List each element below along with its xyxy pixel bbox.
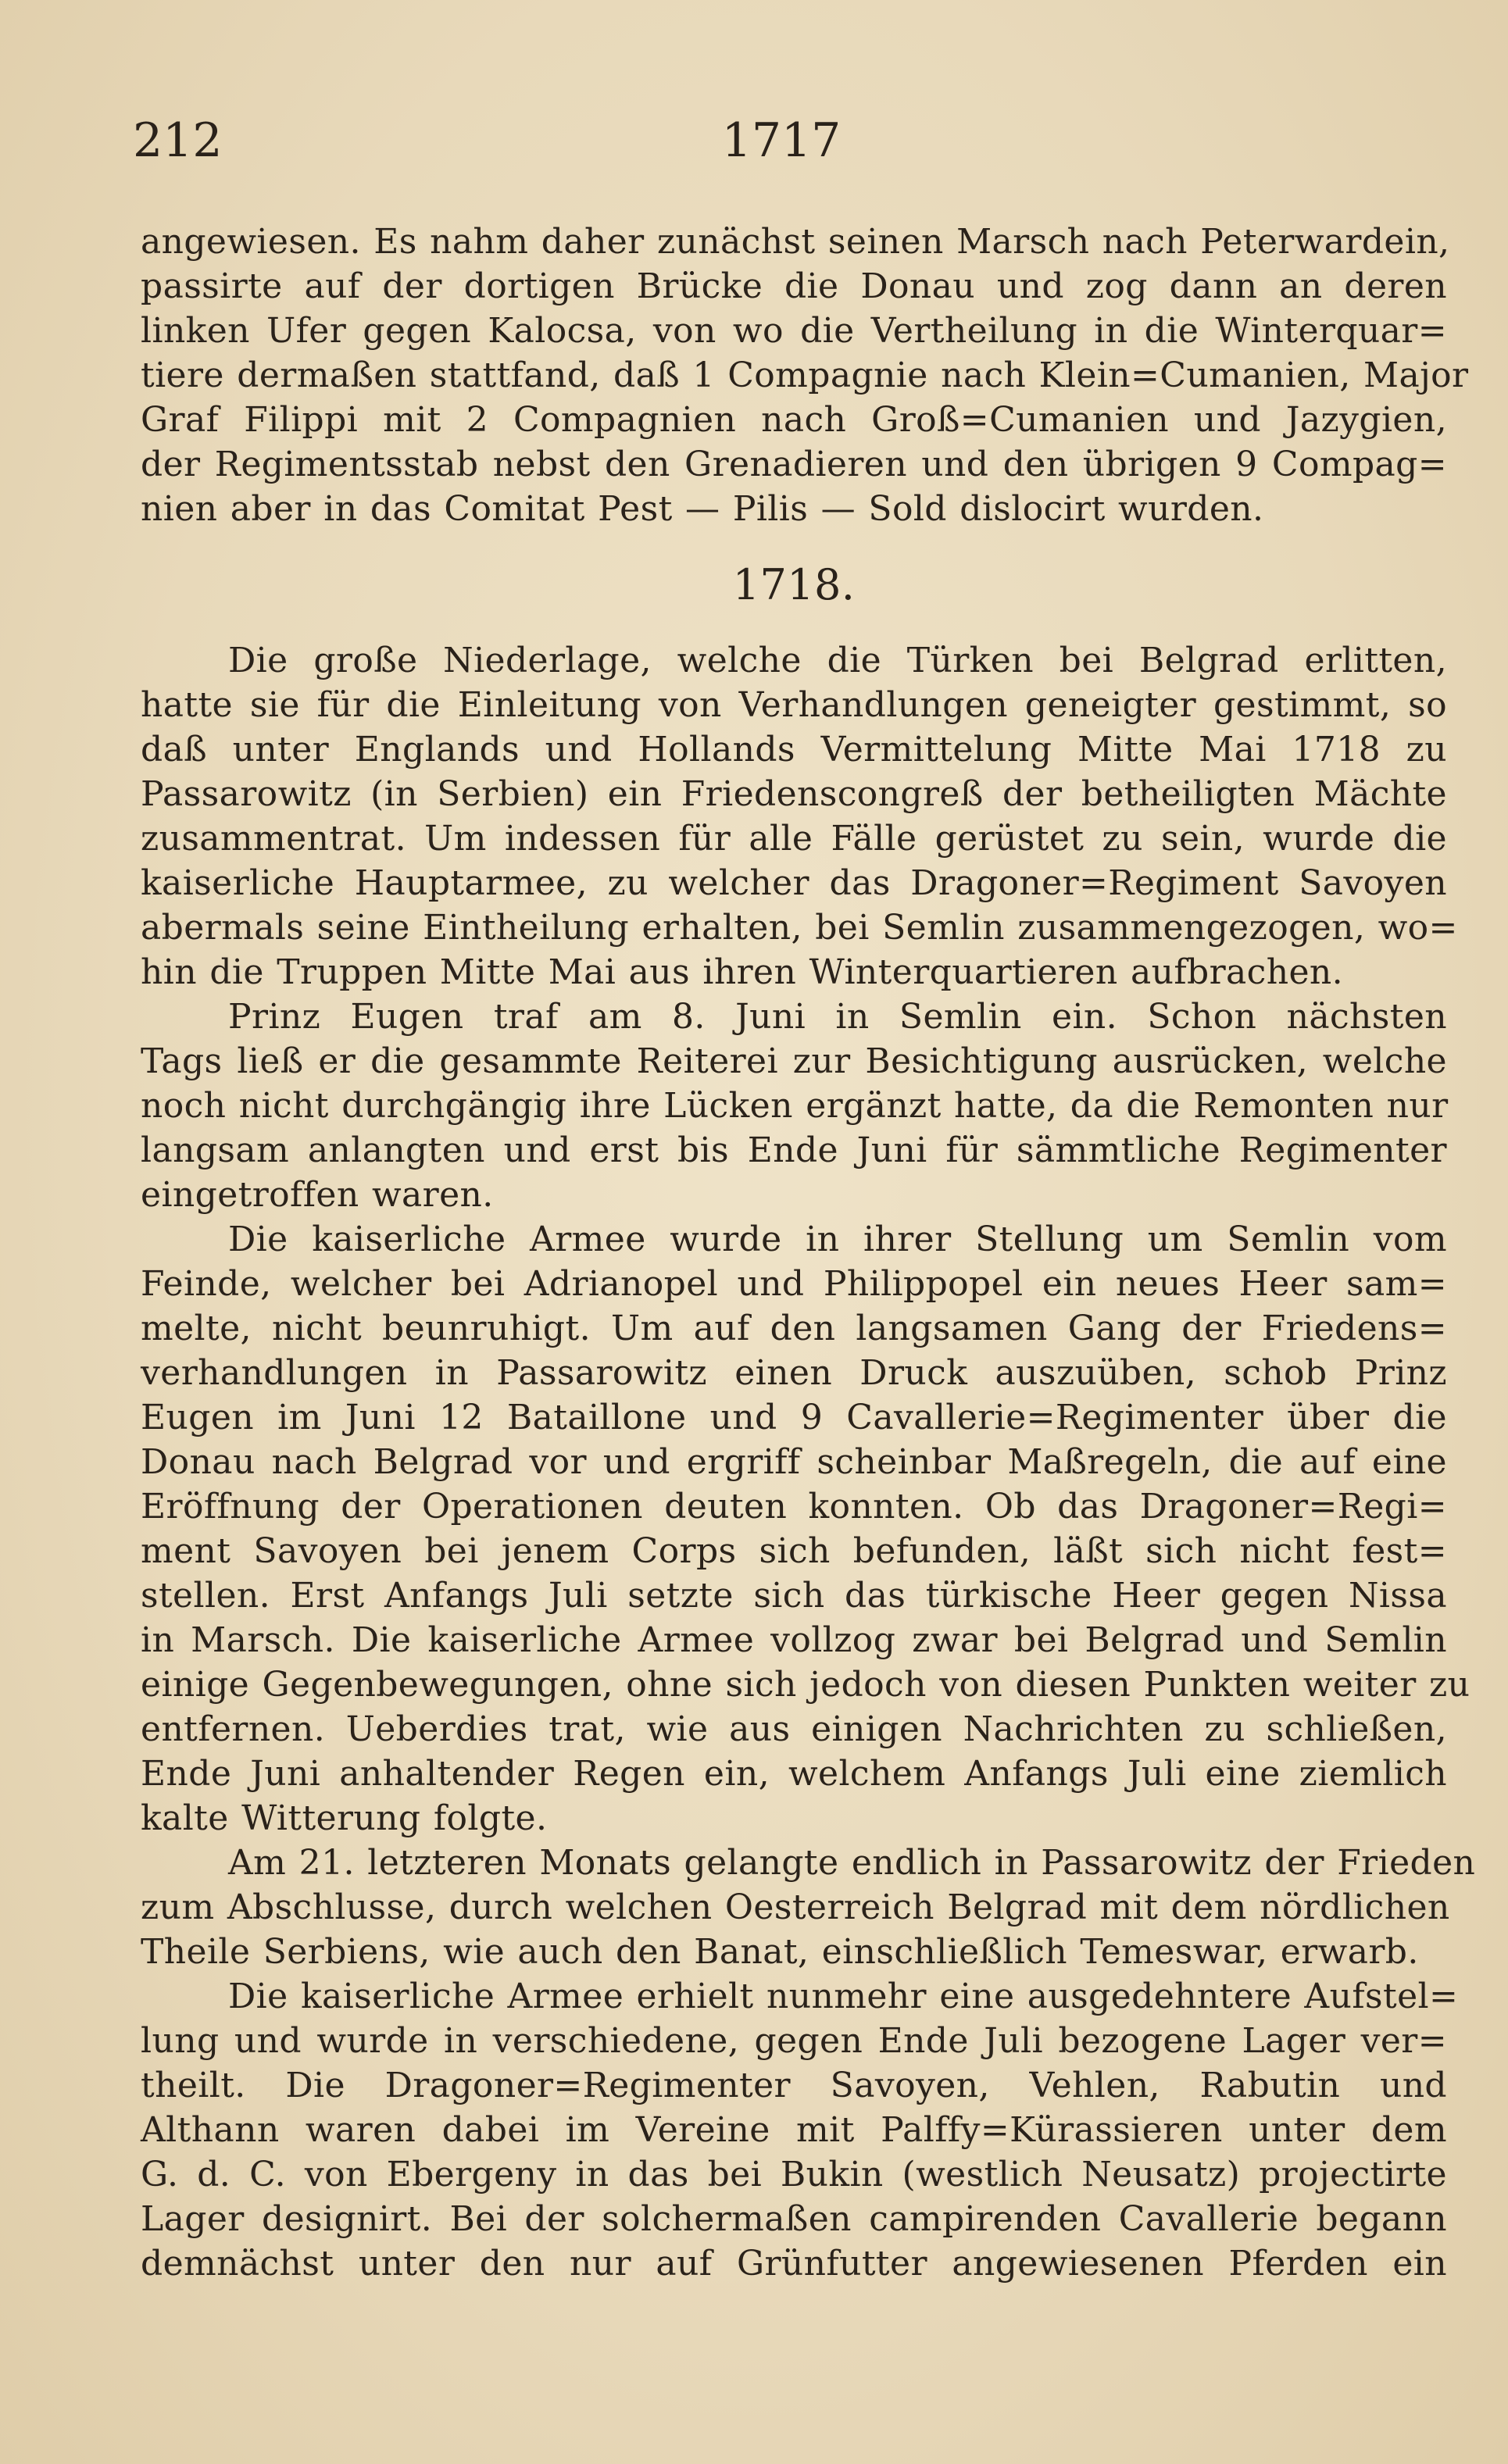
text-line: zusammentrat. Um indessen für alle Fälle gerüstet zu sein, wurde die xyxy=(141,819,1447,859)
text-line: kalte Witterung folgte. xyxy=(141,1798,548,1838)
text-line: Lager designirt. Bei der solchermaßen campirenden Cavallerie begann xyxy=(141,2199,1447,2239)
text-line: Die kaiserliche Armee erhielt nunmehr eine ausgedehntere Aufstel= xyxy=(228,1977,1459,2016)
paragraph xyxy=(141,1217,1470,1841)
page-header xyxy=(133,109,1383,172)
text-line: nien aber in das Comitat Pest — Pilis — Sold dislocirt wurden. xyxy=(141,489,1264,529)
text-line: zum Abschlusse, durch welchen Oesterreich Belgrad mit dem nördlichen xyxy=(141,1887,1450,1927)
text-line: Passarowitz (in Serbien) ein Friedenscongreß der betheiligten Mächte xyxy=(141,774,1447,814)
page-number: 212 xyxy=(133,113,223,168)
text-line: daß unter Englands und Hollands Vermittelung Mitte Mai 1718 zu xyxy=(141,730,1447,770)
text-line: tiere dermaßen stattfand, daß 1 Compagnie nach Klein=Cumanien, Major xyxy=(141,355,1469,395)
text-line: Donau nach Belgrad vor und ergriff scheinbar Maßregeln, die auf eine xyxy=(141,1442,1447,1482)
text-line: entfernen. Ueberdies trat, wie aus einigen Nachrichten zu schließen, xyxy=(141,1709,1447,1749)
text-line: Graf Filippi mit 2 Compagnien nach Groß=Cumanien und Jazygien, xyxy=(141,400,1447,440)
body-text xyxy=(141,220,1476,2286)
text-line: langsam anlangten und erst bis Ende Juni für sämmtliche Regimenter xyxy=(141,1130,1447,1170)
text-line: stellen. Erst Anfangs Juli setzte sich das türkische Heer gegen Nissa xyxy=(141,1576,1447,1616)
text-line: passirte auf der dortigen Brücke die Donau und zog dann an deren xyxy=(141,266,1447,306)
text-line: theilt. Die Dragoner=Regimenter Savoyen, Vehlen, Rabutin und xyxy=(141,2066,1447,2105)
text-line: Am 21. letzteren Monats gelangte endlich in Passarowitz der Frieden xyxy=(228,1843,1476,1883)
text-line: kaiserliche Hauptarmee, zu welcher das Dragoner=Regiment Savoyen xyxy=(141,863,1447,903)
text-line: lung und wurde in verschiedene, gegen Ende Juli bezogene Lager ver= xyxy=(141,2021,1447,2061)
text-line: Tags ließ er die gesammte Reiterei zur Besichtigung ausrücken, welche xyxy=(141,1041,1447,1081)
text-line: angewiesen. Es nahm daher zunächst seinen Marsch nach Peterwardein, xyxy=(141,222,1450,262)
text-line: Prinz Eugen traf am 8. Juni in Semlin ein. Schon nächsten xyxy=(228,997,1447,1037)
text-line: abermals seine Eintheilung erhalten, bei Semlin zusammengezogen, wo= xyxy=(141,908,1458,948)
text-line: der Regimentsstab nebst den Grenadieren und den übrigen 9 Compag= xyxy=(141,445,1447,484)
text-line: Eugen im Juni 12 Bataillone und 9 Cavallerie=Regimenter über die xyxy=(141,1398,1447,1437)
text-line: melte, nicht beunruhigt. Um auf den langsamen Gang der Friedens= xyxy=(141,1309,1447,1348)
text-line: ment Savoyen bei jenem Corps sich befunden, läßt sich nicht fest= xyxy=(141,1531,1447,1571)
text-line: linken Ufer gegen Kalocsa, von wo die Vertheilung in die Winterquar= xyxy=(141,311,1447,351)
text-line: noch nicht durchgängig ihre Lücken ergänzt hatte, da die Remonten nur xyxy=(141,1086,1449,1126)
text-line: Die große Niederlage, welche die Türken bei Belgrad erlitten, xyxy=(228,641,1447,680)
text-line: Die kaiserliche Armee wurde in ihrer Stellung um Semlin vom xyxy=(228,1220,1447,1259)
text-line: Ende Juni anhaltender Regen ein, welchem Anfangs Juli eine ziemlich xyxy=(141,1754,1447,1794)
paragraph xyxy=(141,1974,1459,2286)
text-line: verhandlungen in Passarowitz einen Druck auszuüben, schob Prinz xyxy=(141,1353,1447,1393)
text-line: hatte sie für die Einleitung von Verhandlungen geneigter gestimmt, so xyxy=(141,685,1447,725)
text-line: demnächst unter den nur auf Grünfutter angewiesenen Pferden ein xyxy=(141,2244,1447,2284)
text-line: einige Gegenbewegungen, ohne sich jedoch von diesen Punkten weiter zu xyxy=(141,1665,1470,1705)
text-line: Theile Serbiens, wie auch den Banat, einschließlich Temeswar, erwarb. xyxy=(141,1932,1419,1972)
text-line: hin die Truppen Mitte Mai aus ihren Winterquartieren aufbrachen. xyxy=(141,952,1344,992)
section-heading-1718: 1718. xyxy=(732,560,856,609)
text-line: Eröffnung der Operationen deuten konnten. Ob das Dragoner=Regi= xyxy=(141,1487,1447,1527)
paragraph xyxy=(141,1841,1476,1974)
text-line: G. d. C. von Ebergeny in das bei Bukin (westlich Neusatz) projectirte xyxy=(141,2155,1447,2194)
text-line: Feinde, welcher bei Adrianopel und Philippopel ein neues Heer sam= xyxy=(141,1264,1447,1304)
running-head-year: 1717 xyxy=(721,113,842,168)
text-line: Althann waren dabei im Vereine mit Palffy=Kürassieren unter dem xyxy=(141,2110,1447,2150)
paragraph-1717-continuation xyxy=(141,220,1469,531)
paragraph xyxy=(141,995,1447,1217)
paragraph xyxy=(141,638,1458,995)
text-line: eingetroffen waren. xyxy=(141,1175,494,1215)
text-line: in Marsch. Die kaiserliche Armee vollzog zwar bei Belgrad und Semlin xyxy=(141,1620,1447,1660)
